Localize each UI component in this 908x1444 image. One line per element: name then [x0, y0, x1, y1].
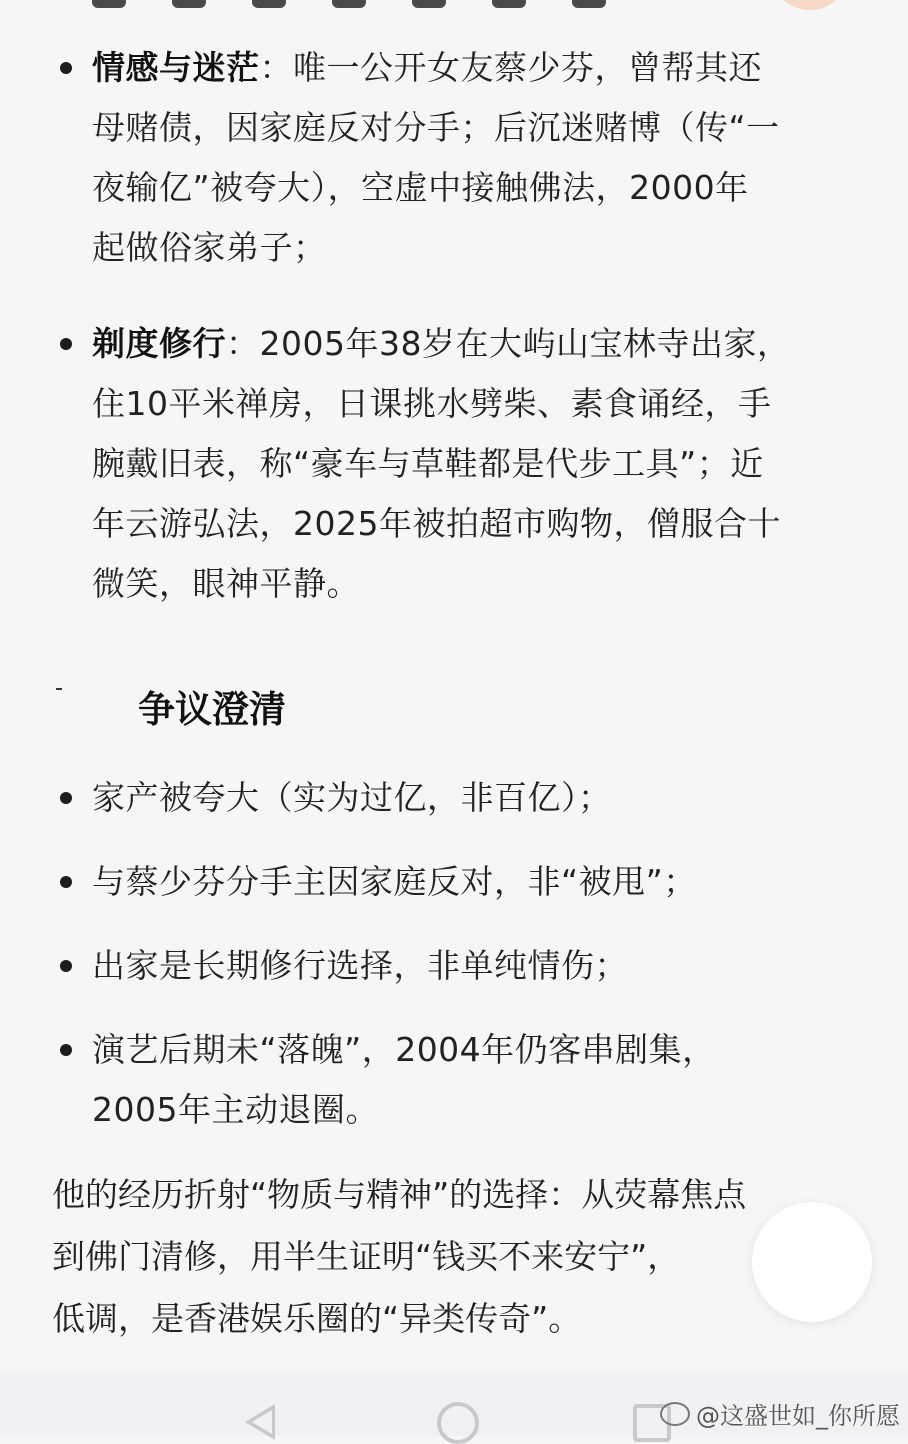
bullet-item-ordination — [92, 314, 862, 614]
back-icon-inner — [252, 1410, 272, 1434]
bullet-text: ：唯一公开女友蔡少芬，曾帮其还 母赌债，因家庭反对分手；后沉迷赌博（传“一 夜输亿”被夸大），空虚中接触佛法，2000年 起做俗家弟子； — [92, 48, 780, 267]
weibo-icon — [660, 1402, 690, 1426]
bullet-icon — [60, 62, 72, 74]
bullet-icon — [60, 792, 72, 804]
bullet-text: ：2005年38岁在大屿山宝林寺出家， 住10平米禅房，日课挑水劈柴、素食诵经，手 腕戴旧表，称“豪车与草鞋都是代步工具”；近 年云游弘法，2025年被拍超市购物，僧服合十 微笑，眼神平静。 — [92, 324, 791, 603]
section-marker — [56, 688, 62, 690]
section-title: 争议澄清 — [138, 688, 286, 731]
list-item: 与蔡少芬分手主因家庭反对，非“被甩”； — [92, 862, 697, 901]
floating-action-button[interactable] — [752, 1202, 872, 1322]
watermark-text: @这盛世如_你所愿 — [696, 1402, 900, 1430]
bullet-icon — [60, 960, 72, 972]
list-item: 出家是长期修行选择，非单纯情伤； — [92, 946, 628, 985]
watermark — [660, 1396, 900, 1431]
bullet-heading: 剃度修行 — [92, 324, 226, 363]
bullet-item-emotion — [92, 38, 862, 278]
bullet-icon — [60, 338, 72, 350]
bullet-icon — [60, 876, 72, 888]
bullet-heading: 情感与迷茫 — [92, 48, 260, 87]
list-item: 家产被夸大（实为过亿，非百亿）； — [92, 778, 612, 817]
list-item: 演艺后期未“落魄”，2004年仍客串剧集， 2005年主动退圈。 — [92, 1030, 716, 1129]
closing-paragraph: 他的经历折射“物质与精神”的选择：从荧幕焦点 到佛门清修，用半生证明“钱买不来安宁”， 低调，是香港娱乐圈的“异类传奇”。 — [52, 1175, 747, 1338]
home-icon[interactable] — [437, 1402, 479, 1444]
bullet-icon — [60, 1044, 72, 1056]
